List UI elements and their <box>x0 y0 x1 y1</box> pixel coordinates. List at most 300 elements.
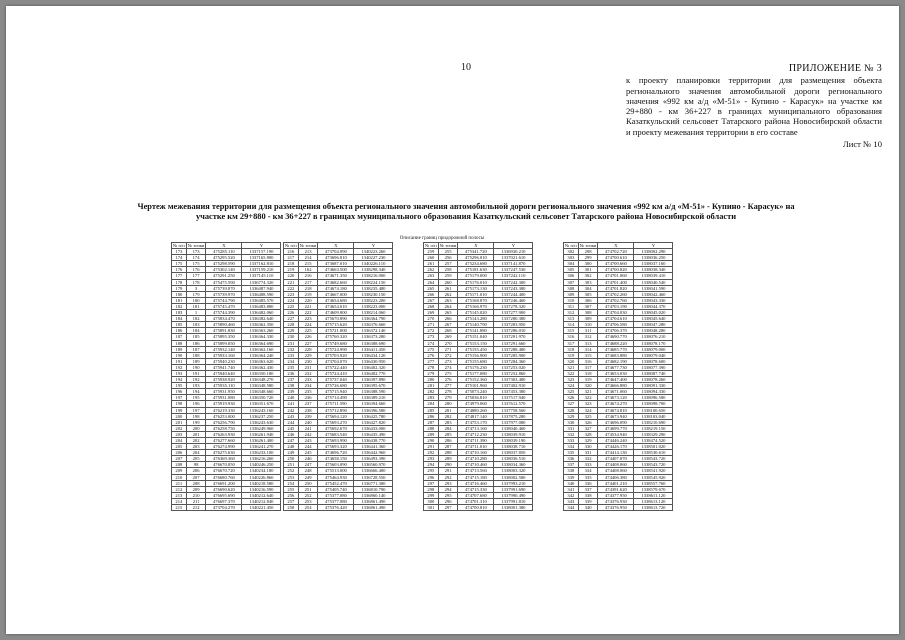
table-cell: 254 <box>284 480 299 486</box>
table-cell: 1338096.580 <box>634 395 673 401</box>
table-cell: 309 <box>578 316 598 322</box>
table-cell: 1336373.280 <box>354 334 393 340</box>
table-row <box>172 505 281 511</box>
table-cell: 1338613.120 <box>634 498 673 504</box>
table-cell: 474715.330 <box>458 486 494 492</box>
table-cell: 474401.210 <box>598 480 634 486</box>
table-cell: 273 <box>424 334 439 340</box>
table-cell: 1338002.290 <box>634 249 673 255</box>
table-cell: 224 <box>284 297 299 303</box>
table-cell: 1338078.170 <box>634 340 673 346</box>
table-cell: 244 <box>298 444 318 450</box>
table-cell: 1338036.510 <box>494 456 533 462</box>
table-cell: 243 <box>298 438 318 444</box>
table-cell: 1337291.970 <box>494 334 533 340</box>
table-cell: 476695.690 <box>206 492 242 498</box>
table-cell: 474880.260 <box>458 407 494 413</box>
table-cell: 266 <box>438 316 458 322</box>
table-cell: 326 <box>578 419 598 425</box>
table-cell: 294 <box>424 462 439 468</box>
table-cell: 250 <box>284 456 299 462</box>
table-cell: 1337157.190 <box>242 249 281 255</box>
table-cell: 305 <box>564 267 579 273</box>
table-cell: 1336402.770 <box>354 370 393 376</box>
table-cell: 1338077.390 <box>634 364 673 370</box>
table-cell: 475744.790 <box>206 297 242 303</box>
table-cell: 1338042.460 <box>634 291 673 297</box>
table-cell: 474713.160 <box>458 425 494 431</box>
table-cell: 274 <box>424 340 439 346</box>
table-cell: 1336261.940 <box>242 431 281 437</box>
table-cell: 473696.810 <box>318 255 354 261</box>
table-cell: 223 <box>284 291 299 297</box>
table-cell: 474699.770 <box>598 425 634 431</box>
table-cell: 297 <box>424 480 439 486</box>
table-cell: 191 <box>186 370 206 376</box>
table-cell: 474702.260 <box>598 291 634 297</box>
table-cell: 474683.880 <box>598 352 634 358</box>
table-cell: 184 <box>172 316 187 322</box>
table-cell: 474753.170 <box>458 419 494 425</box>
table-cell: 300 <box>424 498 439 504</box>
table-cell: 187 <box>186 346 206 352</box>
table-cell: 474666.880 <box>598 383 634 389</box>
table-cell: 342 <box>564 492 579 498</box>
table-cell: 189 <box>172 346 187 352</box>
table-cell: 241 <box>298 425 318 431</box>
table-cell: 283 <box>438 419 458 425</box>
table-cell: 226 <box>284 310 299 316</box>
table-cell: 252 <box>284 468 299 474</box>
table-cell: 181 <box>172 297 187 303</box>
table-cell: 1338043.330 <box>634 297 673 303</box>
table-cell: 474408.060 <box>598 468 634 474</box>
table-cell: 475739.970 <box>206 291 242 297</box>
table-cell: 474688.220 <box>598 340 634 346</box>
table-cell: 216 <box>284 249 299 255</box>
table-cell: 1337991.690 <box>494 486 533 492</box>
table-cell: 329 <box>578 438 598 444</box>
table-cell: 182 <box>172 303 187 309</box>
table-cell: 474674.810 <box>598 407 634 413</box>
table-cell: 251 <box>284 462 299 468</box>
table-cell: 1337162.810 <box>242 261 281 267</box>
table-cell: 339 <box>578 498 598 504</box>
page-number: 10 <box>461 62 471 73</box>
table-cell: 475932.140 <box>206 346 242 352</box>
table-cell: 1338044.370 <box>634 303 673 309</box>
coordinates-table-4 <box>563 242 673 511</box>
table-cell: 1336394.660 <box>354 401 393 407</box>
table-cell: 474690.770 <box>598 334 634 340</box>
table-cell: 1338103.040 <box>634 413 673 419</box>
table-cell: 334 <box>578 468 598 474</box>
table-cell: 1337284.360 <box>494 358 533 364</box>
table-cell: 475919.930 <box>206 401 242 407</box>
table-cell: 270 <box>438 340 458 346</box>
table-cell: 267 <box>424 297 439 303</box>
table-cell: 475931.080 <box>206 395 242 401</box>
table-cell: 1336441.360 <box>354 444 393 450</box>
table-cell: 310 <box>564 297 579 303</box>
table-cell: 192 <box>172 364 187 370</box>
table-cell: 253 <box>298 498 318 504</box>
table-cell: 194 <box>172 377 187 383</box>
table-cell: 264 <box>424 279 439 285</box>
table-cell: 1338219.150 <box>634 425 673 431</box>
table-cell: 198 <box>186 413 206 419</box>
table-cell: 475941.740 <box>206 364 242 370</box>
table-cell: 331 <box>578 450 598 456</box>
table-cell: 314 <box>564 322 579 328</box>
table-cell: 474391.620 <box>598 486 634 492</box>
table-cell: 297 <box>438 505 458 511</box>
table-cell: 1337242.300 <box>494 279 533 285</box>
table-cell: 319 <box>578 377 598 383</box>
table-cell: 1338047.280 <box>634 322 673 328</box>
table-cell: 270 <box>424 316 439 322</box>
table-cell: 475940.230 <box>206 358 242 364</box>
table-cell: 1337286.010 <box>494 328 533 334</box>
table-cell: 475141.880 <box>458 328 494 334</box>
table-cell: 1336438.770 <box>354 438 393 444</box>
table-cell: 213 <box>298 249 318 255</box>
column-header: № точки <box>579 243 597 248</box>
table-cell: 1340227.230 <box>354 255 393 261</box>
table-cell: 475933.160 <box>206 352 242 358</box>
table-cell: 322 <box>564 370 579 376</box>
table-cell: 1336666.400 <box>354 468 393 474</box>
table-cell: 332 <box>564 431 579 437</box>
table-cell: 321 <box>564 364 579 370</box>
coordinates-table-1 <box>171 242 281 511</box>
table-cell: 475073.240 <box>458 389 494 395</box>
table-cell: 474706.580 <box>598 322 634 328</box>
table-cell: 313 <box>578 340 598 346</box>
table-cell: 332 <box>578 456 598 462</box>
table-cell: 475737.040 <box>318 377 354 383</box>
table-cell: 1336396.580 <box>354 407 393 413</box>
table-cell: 246 <box>284 431 299 437</box>
table-cell: 224 <box>298 322 318 328</box>
table-cell: 191 <box>172 358 187 364</box>
table-cell: 476369.360 <box>206 456 242 462</box>
table-cell: 1336364.240 <box>242 352 281 358</box>
table-cell: 202 <box>186 438 206 444</box>
table-cell: 1340223.260 <box>354 249 393 255</box>
table-cell: 1338040.460 <box>494 425 533 431</box>
table-cell: 474654.680 <box>318 297 354 303</box>
table-cell: 473704.070 <box>318 358 354 364</box>
table-cell: 254 <box>298 505 318 511</box>
table-cell: 1337991.810 <box>494 498 533 504</box>
table-cell: 1338545.920 <box>634 474 673 480</box>
table-cell: 258 <box>284 505 299 511</box>
table-cell: 1338039.410 <box>634 273 673 279</box>
table-cell: 330 <box>578 444 598 450</box>
table-cell: 1336364.790 <box>354 316 393 322</box>
table-cell: 475711.590 <box>318 401 354 407</box>
table-cell: 474609.800 <box>318 310 354 316</box>
table-cell: 322 <box>578 395 598 401</box>
table-cell: 199 <box>186 419 206 425</box>
table-cell: 186 <box>186 340 206 346</box>
table-cell: 474979.060 <box>458 401 494 407</box>
table-cell: 475176.230 <box>458 364 494 370</box>
table-cell: 476670.050 <box>206 462 242 468</box>
table-cell: 271 <box>424 322 439 328</box>
table-cell: 290 <box>424 438 439 444</box>
table-cell: 475714.490 <box>318 395 354 401</box>
table-cell: 1336364.690 <box>242 340 281 346</box>
table-cell: 309 <box>564 291 579 297</box>
column-header: X <box>458 243 494 249</box>
table-cell: 182 <box>186 316 206 322</box>
table-cell: 330 <box>564 419 579 425</box>
table-row <box>424 505 533 511</box>
table-cell: 1337303.480 <box>494 377 533 383</box>
table-cell: 222 <box>284 285 299 291</box>
table-cell: 1336362.430 <box>242 364 281 370</box>
table-cell: 473704.270 <box>206 505 242 511</box>
table-cell: 310 <box>578 322 598 328</box>
table-cell: 230 <box>284 334 299 340</box>
table-cell: 1338216.000 <box>354 273 393 279</box>
table-cell: 180 <box>186 297 206 303</box>
table-cell: 1336372.140 <box>354 328 393 334</box>
table-cell: 276 <box>424 352 439 358</box>
table-cell: 475298.590 <box>206 261 242 267</box>
table-cell: 240 <box>298 419 318 425</box>
table-cell: 174 <box>186 255 206 261</box>
table-cell: 475151.040 <box>458 334 494 340</box>
table-cell: 339 <box>564 474 579 480</box>
table-cell: 474696.090 <box>598 419 634 425</box>
table-cell: 218 <box>284 261 299 267</box>
table-cell: 1336483.880 <box>242 303 281 309</box>
table-cell: 1336402.320 <box>354 364 393 370</box>
table-cell: 201 <box>172 419 187 425</box>
table-cell: 289 <box>438 456 458 462</box>
table-cell: 1336411.450 <box>354 346 393 352</box>
table-cell: 1336433.000 <box>354 425 393 431</box>
table-cell: 221 <box>298 303 318 309</box>
table-cell: 201 <box>186 431 206 437</box>
table-cell: 475715.620 <box>318 322 354 328</box>
table-cell: 1340218.580 <box>242 480 281 486</box>
table-cell: 474407.870 <box>598 456 634 462</box>
table-cell: 475899.050 <box>206 340 242 346</box>
table-cell: 475464.930 <box>318 474 354 480</box>
table-cell: 318 <box>578 370 598 376</box>
table-cell: 287 <box>438 444 458 450</box>
table-cell: 475341.720 <box>458 249 494 255</box>
column-header: X <box>206 243 242 249</box>
table-cell: 1337141.870 <box>494 261 533 267</box>
table-cell: 198 <box>172 401 187 407</box>
table-cell: 333 <box>564 438 579 444</box>
column-header: № точки <box>187 243 205 248</box>
table-cell: 1336427.820 <box>354 419 393 425</box>
table-cell: 246 <box>298 456 318 462</box>
table-cell: 337 <box>564 462 579 468</box>
table-cell: 1336425.780 <box>354 413 393 419</box>
table-cell: 475155.450 <box>458 346 494 352</box>
table-cell: 1338038.710 <box>494 444 533 450</box>
table-cell: 1336560.970 <box>354 462 393 468</box>
table-cell: 343 <box>564 498 579 504</box>
table-cell: 194 <box>186 389 206 395</box>
table-cell: 474408.060 <box>598 462 634 468</box>
table-cell: 291 <box>438 468 458 474</box>
table-cell: 217 <box>298 279 318 285</box>
table-cell: 474667.000 <box>318 291 354 297</box>
table-cell: 319 <box>564 352 579 358</box>
table-cell: 320 <box>564 358 579 364</box>
table-cell: 475712.890 <box>318 407 354 413</box>
table-cell: 1336241.270 <box>242 444 281 450</box>
table-cell: 475744.390 <box>206 310 242 316</box>
table-cell: 219 <box>298 291 318 297</box>
table-cell: 214 <box>172 498 187 504</box>
table-cell: 474700.810 <box>458 505 494 511</box>
table-cell: 1338001.380 <box>494 505 533 511</box>
table-cell: 328 <box>578 431 598 437</box>
table-cell: 215 <box>298 261 318 267</box>
table-cell: 200 <box>186 425 206 431</box>
table-cell: 295 <box>438 492 458 498</box>
table-cell: 1338224.150 <box>354 279 393 285</box>
table-cell: 293 <box>438 480 458 486</box>
table-cell: 178 <box>186 279 206 285</box>
table-cell: 193 <box>186 383 206 389</box>
table-cell: 474654.010 <box>318 303 354 309</box>
table-cell: 474701.400 <box>598 279 634 285</box>
table-cell: 1336362.350 <box>242 322 281 328</box>
table-cell: 323 <box>564 377 579 383</box>
table-cell: 298 <box>424 486 439 492</box>
table-cell: 312 <box>578 334 598 340</box>
table-cell: 1338079.040 <box>634 352 673 358</box>
table-cell: 175 <box>186 261 206 267</box>
table-cell: 278 <box>424 364 439 370</box>
table-cell: 306 <box>564 273 579 279</box>
table-cell: 197 <box>186 407 206 413</box>
table-cell: 474673.120 <box>598 395 634 401</box>
table-cell: 1338298.340 <box>354 267 393 273</box>
table-cell: 242 <box>284 407 299 413</box>
table-cell: 219 <box>284 267 299 273</box>
table-cell: 234 <box>284 358 299 364</box>
table-cell: 474700.820 <box>598 267 634 273</box>
table-cell: 475302.140 <box>206 267 242 273</box>
table-cell: 475153.150 <box>458 340 494 346</box>
table-cell: 263 <box>424 273 439 279</box>
table-cell: 271 <box>438 346 458 352</box>
table-cell: 179 <box>186 291 206 297</box>
table-cell: 1336430.950 <box>354 358 393 364</box>
table-cell: 474534.940 <box>598 431 634 437</box>
table-cell: 1336364.330 <box>242 334 281 340</box>
table-cell: 249 <box>298 474 318 480</box>
table-cell: 189 <box>186 358 206 364</box>
table-cell: 474702.760 <box>598 297 634 303</box>
table-cell: 475452.470 <box>318 480 354 486</box>
table-cell: 199 <box>172 407 187 413</box>
table-cell: 186 <box>172 328 187 334</box>
table-cell: 1336350.720 <box>242 395 281 401</box>
table-cell: 173 <box>172 249 187 255</box>
table-cell: 292 <box>438 474 458 480</box>
table-cell: 1340216.590 <box>242 486 281 492</box>
table-cell: 272 <box>438 352 458 358</box>
table-cell: 281 <box>424 383 439 389</box>
table-cell: 256 <box>284 492 299 498</box>
table-cell: 475891.830 <box>206 328 242 334</box>
table-cell: 244 <box>284 419 299 425</box>
table-cell: 286 <box>424 413 439 419</box>
table-cell: 474674.180 <box>318 285 354 291</box>
table-cell: 340 <box>578 505 598 511</box>
table-cell: 1336485.570 <box>242 297 281 303</box>
table-cell: 1340234.180 <box>242 468 281 474</box>
table-cell: 265 <box>424 285 439 291</box>
table-cell: 474713.560 <box>458 468 494 474</box>
table-cell: 1338543.720 <box>634 462 673 468</box>
table-cell: 98 <box>186 462 206 468</box>
table-cell: 1338091.330 <box>634 383 673 389</box>
table-cell: 474671.350 <box>318 273 354 279</box>
table-cell: 236 <box>298 395 318 401</box>
table-cell: 180 <box>172 291 187 297</box>
table-cell: 1336488.590 <box>242 291 281 297</box>
table-cell: 176 <box>186 267 206 273</box>
table-cell: 475724.990 <box>318 346 354 352</box>
table-cell: 276 <box>438 377 458 383</box>
table-cell: 255 <box>284 486 299 492</box>
table-cell: 474711.390 <box>458 438 494 444</box>
table-cell: 209 <box>186 486 206 492</box>
table-cell: 301 <box>578 267 598 273</box>
table-cell: 243 <box>284 413 299 419</box>
table-cell: 203 <box>172 431 187 437</box>
table-cell: 1338613.720 <box>634 505 673 511</box>
table-cell: 474682.190 <box>598 358 634 364</box>
table-cell: 474376.950 <box>598 505 634 511</box>
table-cell: 1336243.160 <box>242 407 281 413</box>
table-cell: 325 <box>578 413 598 419</box>
table-cell: 474658.150 <box>318 456 354 462</box>
table-cell: 474647.400 <box>598 377 634 383</box>
table-cell: 252 <box>298 492 318 498</box>
table-cell: 231 <box>298 364 318 370</box>
table-cell: 302 <box>578 273 598 279</box>
table-cell: 476690.620 <box>206 486 242 492</box>
table-cell: 475760.320 <box>318 334 354 340</box>
table-cell: 307 <box>564 279 579 285</box>
table-cell: 210 <box>186 492 206 498</box>
table-cell: 211 <box>186 498 206 504</box>
table-cell: 475693.270 <box>318 419 354 425</box>
table-cell: 476670.720 <box>206 468 242 474</box>
table-cell: 1338214.060 <box>354 310 393 316</box>
table-cell: 316 <box>564 334 579 340</box>
table-cell: 475938.920 <box>206 377 242 383</box>
table-cell: 1338078.260 <box>634 377 673 383</box>
table-cell: 474716.460 <box>458 480 494 486</box>
table-cell: 1336350.180 <box>242 370 281 376</box>
table-cell: 236 <box>284 370 299 376</box>
